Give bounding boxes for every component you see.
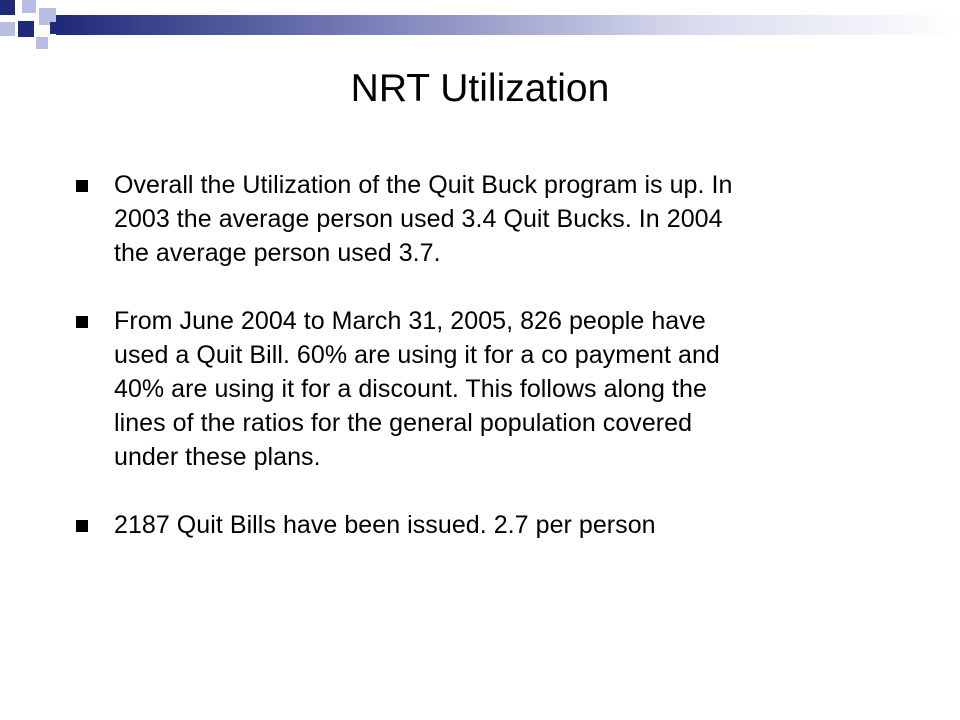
bullet-line: used a Quit Bill. 60% are using it for a co payment and — [114, 341, 720, 369]
deco-square — [36, 37, 48, 49]
bullet-line: under these plans. — [114, 443, 321, 471]
bullet-line: the average person used 3.7. — [114, 239, 441, 267]
slide-title: NRT Utilization — [350, 67, 610, 111]
bullet-line: Overall the Utilization of the Quit Buck program is up. In — [114, 171, 733, 199]
deco-square — [18, 21, 34, 37]
bullet-line: 2003 the average person used 3.4 Quit Bucks. In 2004 — [114, 205, 723, 233]
square-bullet-icon — [76, 180, 88, 192]
deco-square — [0, 22, 15, 36]
bullet-line: 40% are using it for a discount. This follows along the — [114, 375, 707, 403]
square-bullet-icon — [76, 316, 88, 328]
bullet-item — [72, 508, 902, 542]
square-bullet-icon — [76, 520, 88, 532]
bullet-line: From June 2004 to March 31, 2005, 826 people have — [114, 307, 706, 335]
deco-square — [0, 0, 15, 15]
corner-decoration — [0, 0, 960, 60]
header-gradient-bar — [56, 15, 960, 35]
bullet-line: 2187 Quit Bills have been issued. 2.7 per person — [114, 511, 656, 539]
bullet-list — [72, 168, 902, 576]
deco-square — [22, 0, 36, 13]
bullet-line: lines of the ratios for the general population covered — [114, 409, 693, 437]
bullet-item — [72, 304, 902, 474]
bullet-item — [72, 168, 902, 270]
